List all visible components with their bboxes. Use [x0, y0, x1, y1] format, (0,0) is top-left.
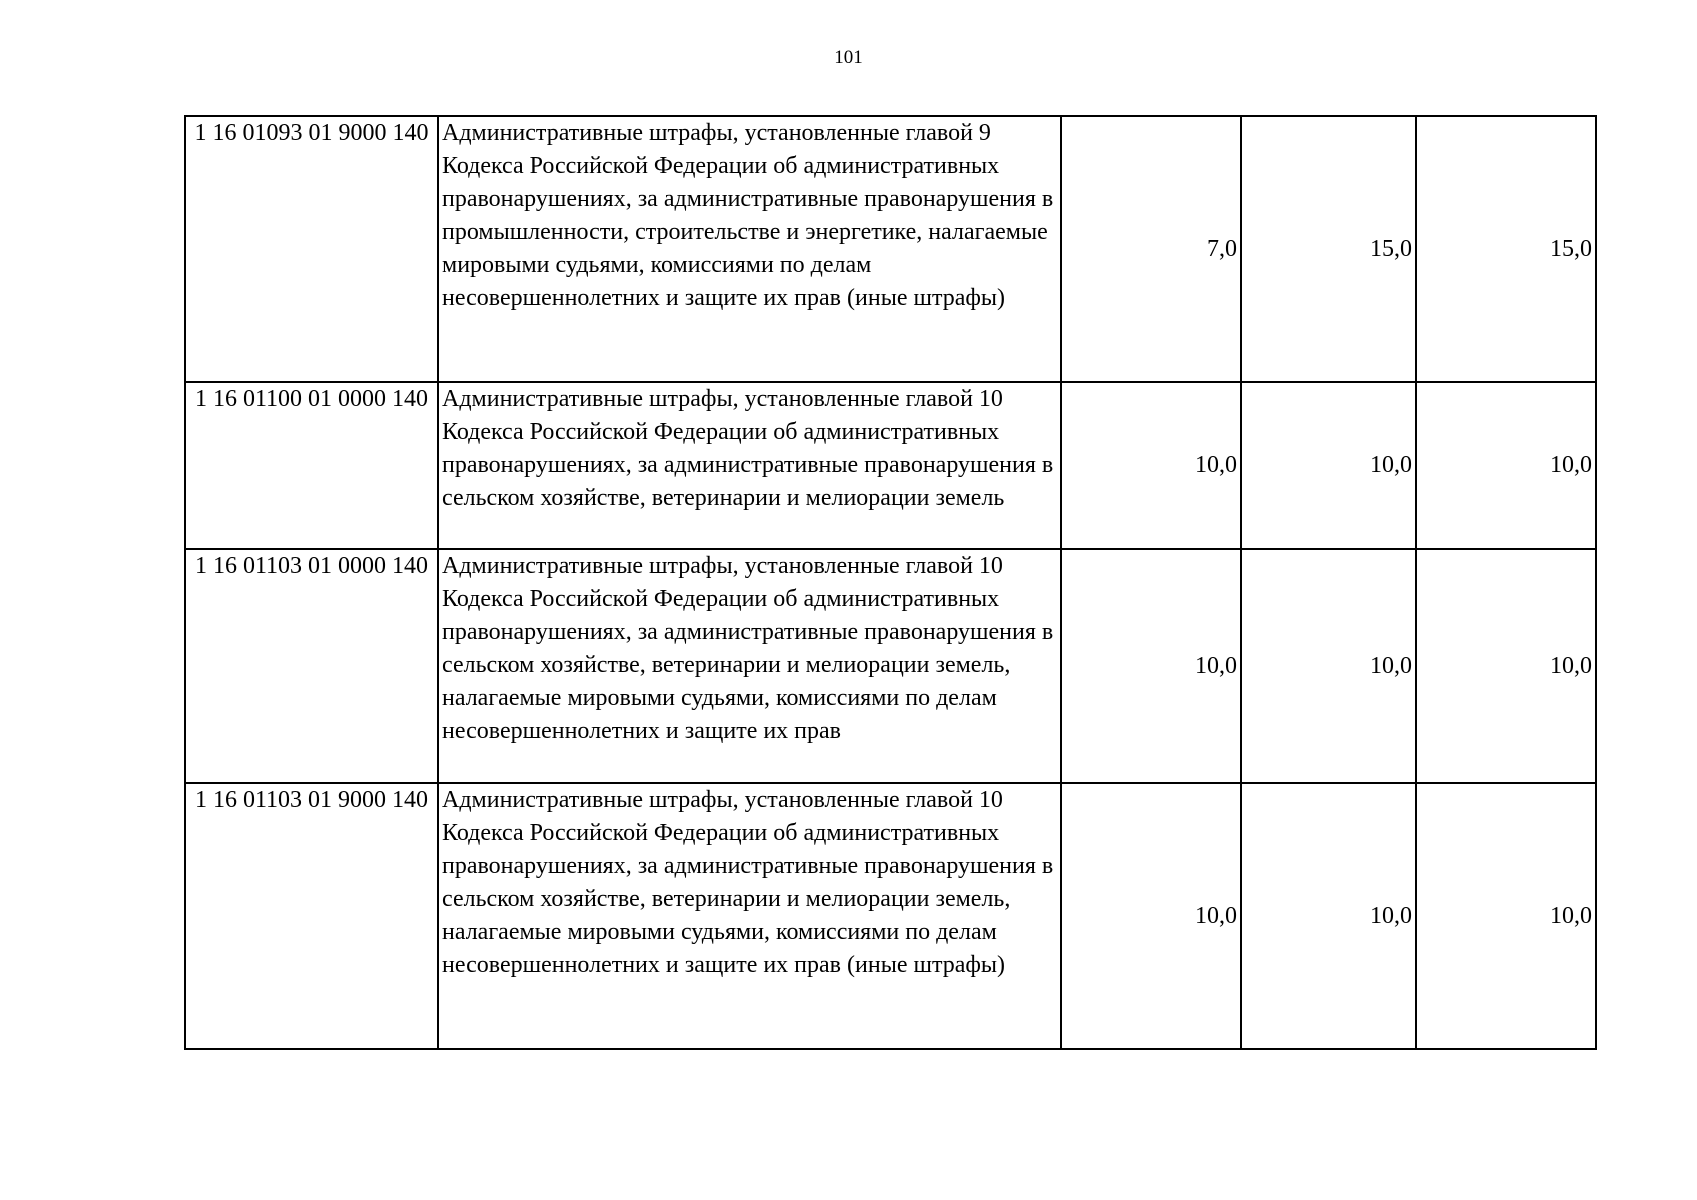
description-cell: Административные штрафы, установленные главой 9 Кодекса Российской Федерации об административных правонарушениях, за административные правонарушения в промышленности, строительстве и энергетике, налагаемые мировыми судьями, комиссиями по делам несовершеннолетних и защите их прав (иные штрафы)	[438, 116, 1061, 382]
value-cell-3: 10,0	[1416, 783, 1596, 1049]
description-cell: Административные штрафы, установленные главой 10 Кодекса Российской Федерации об административных правонарушениях, за административные правонарушения в сельском хозяйстве, ветеринарии и мелиорации земель, налагаемые мировыми судьями, комиссиями по делам несовершеннолетних и защите их прав	[438, 549, 1061, 783]
budget-code-cell: 1 16 01103 01 9000 140	[185, 783, 438, 1049]
budget-code-cell: 1 16 01103 01 0000 140	[185, 549, 438, 783]
value-cell-2: 10,0	[1241, 549, 1416, 783]
budget-code-cell: 1 16 01100 01 0000 140	[185, 382, 438, 549]
value-cell-3: 15,0	[1416, 116, 1596, 382]
table-row	[185, 382, 1596, 549]
value-cell-1: 10,0	[1061, 549, 1241, 783]
table-row	[185, 549, 1596, 783]
value-cell-2: 10,0	[1241, 783, 1416, 1049]
value-cell-1: 10,0	[1061, 783, 1241, 1049]
revenue-table	[184, 115, 1597, 1050]
budget-code-cell: 1 16 01093 01 9000 140	[185, 116, 438, 382]
description-cell: Административные штрафы, установленные главой 10 Кодекса Российской Федерации об административных правонарушениях, за административные правонарушения в сельском хозяйстве, ветеринарии и мелиорации земель, налагаемые мировыми судьями, комиссиями по делам несовершеннолетних и защите их прав (иные штрафы)	[438, 783, 1061, 1049]
description-cell: Административные штрафы, установленные главой 10 Кодекса Российской Федерации об административных правонарушениях, за административные правонарушения в сельском хозяйстве, ветеринарии и мелиорации земель	[438, 382, 1061, 549]
value-cell-1: 7,0	[1061, 116, 1241, 382]
table-row	[185, 116, 1596, 382]
table-row	[185, 783, 1596, 1049]
value-cell-3: 10,0	[1416, 549, 1596, 783]
page-number: 101	[834, 47, 863, 68]
value-cell-3: 10,0	[1416, 382, 1596, 549]
value-cell-2: 10,0	[1241, 382, 1416, 549]
value-cell-2: 15,0	[1241, 116, 1416, 382]
value-cell-1: 10,0	[1061, 382, 1241, 549]
